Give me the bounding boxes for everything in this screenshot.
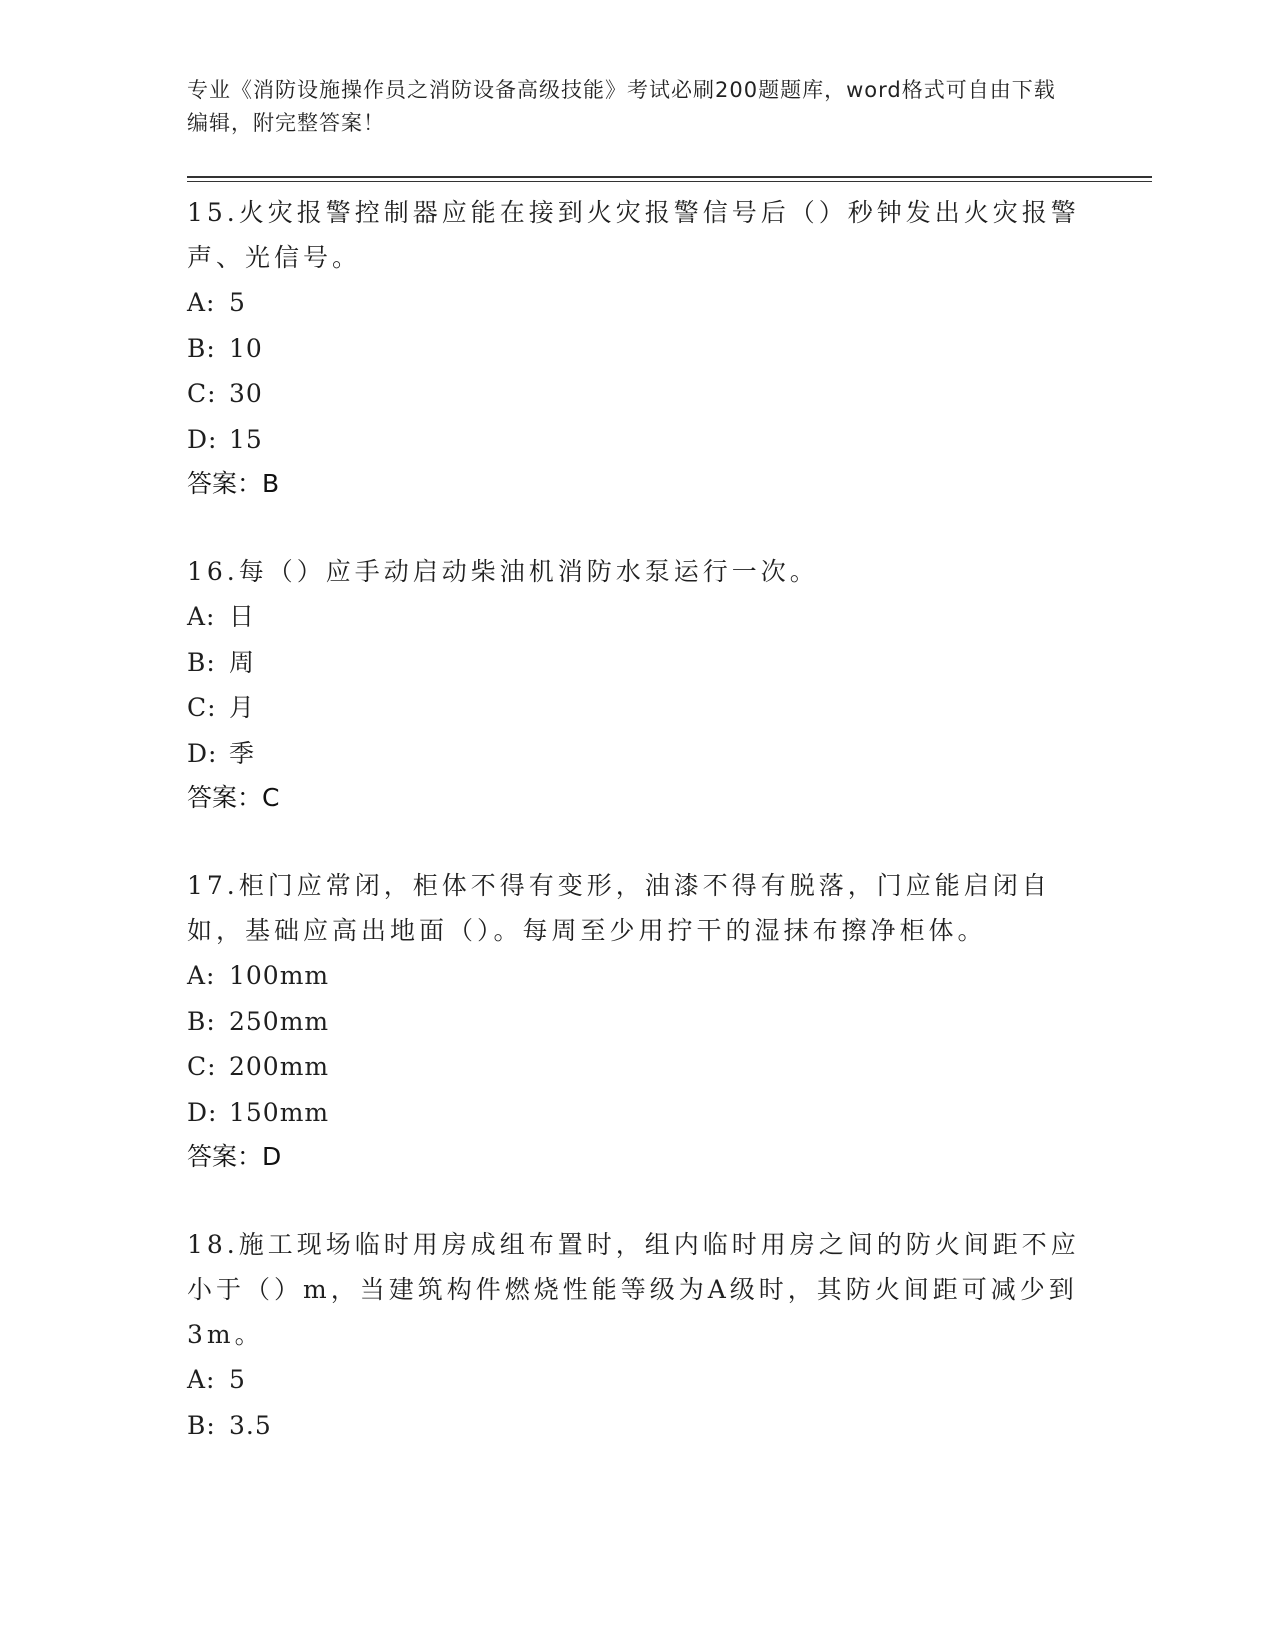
option-text: 150mm [229, 1097, 330, 1127]
option-b [187, 326, 1087, 372]
option-key: D: [187, 738, 218, 768]
option-text: 日 [229, 602, 256, 631]
option-key: C: [187, 379, 217, 408]
option-text: 3.5 [229, 1410, 272, 1440]
option-text: 15 [229, 424, 263, 454]
option-key: C: [187, 693, 217, 722]
question-stem: 16.每（）应手动启动柴油机消防水泵运行一次。 [187, 557, 819, 586]
question-list [187, 190, 1087, 1492]
option-text: 5 [229, 288, 246, 317]
option-key: D: [187, 424, 218, 454]
option-c [187, 685, 1087, 731]
option-d [187, 1090, 1087, 1136]
option-key: B: [187, 333, 216, 363]
option-a [187, 280, 1087, 326]
option-key: A: [187, 1365, 216, 1394]
option-text: 周 [229, 647, 256, 677]
question-17 [187, 863, 1087, 1178]
question-stem: 17.柜门应常闭，柜体不得有变形，油漆不得有脱落，门应能启闭自如，基础应高出地面（）。每周至少用拧干的湿抹布擦净柜体。 [187, 871, 1051, 945]
option-key: B: [187, 1410, 216, 1440]
question-15 [187, 190, 1087, 505]
option-b [187, 1403, 1087, 1449]
option-a [187, 953, 1087, 999]
option-text: 100mm [229, 961, 330, 990]
option-a [187, 594, 1087, 640]
answer-line: 答案：B [187, 469, 280, 498]
answer-line: 答案：D [187, 1142, 282, 1171]
option-text: 200mm [229, 1052, 330, 1081]
option-key: B: [187, 647, 216, 677]
question-16 [187, 549, 1087, 819]
option-text: 10 [229, 333, 263, 363]
question-18 [187, 1222, 1087, 1448]
option-text: 月 [229, 693, 256, 722]
option-c [187, 371, 1087, 417]
option-text: 5 [229, 1365, 246, 1394]
option-text: 250mm [229, 1006, 330, 1036]
option-c [187, 1044, 1087, 1090]
header-divider-thin [187, 181, 1152, 182]
option-a [187, 1357, 1087, 1403]
answer-line: 答案：C [187, 783, 280, 812]
option-key: A: [187, 288, 216, 317]
option-key: A: [187, 602, 216, 631]
header-divider [187, 176, 1152, 178]
option-text: 季 [229, 738, 256, 768]
question-stem: 18.施工现场临时用房成组布置时，组内临时用房之间的防火间距不应小于（）m，当建筑构件燃烧性能等级为A级时，其防火间距可减少到3m。 [187, 1230, 1080, 1349]
document-intro: 专业《消防设施操作员之消防设备高级技能》考试必刷200题题库，word格式可自由下载编辑，附完整答案！ [187, 78, 1056, 135]
option-key: B: [187, 1006, 216, 1036]
option-key: A: [187, 961, 216, 990]
option-key: C: [187, 1052, 217, 1081]
option-b [187, 640, 1087, 686]
option-key: D: [187, 1097, 218, 1127]
option-b [187, 999, 1087, 1045]
question-stem: 15.火灾报警控制器应能在接到火灾报警信号后（）秒钟发出火灾报警声、光信号。 [187, 198, 1080, 272]
option-d [187, 417, 1087, 463]
option-d [187, 731, 1087, 777]
option-text: 30 [229, 379, 263, 408]
